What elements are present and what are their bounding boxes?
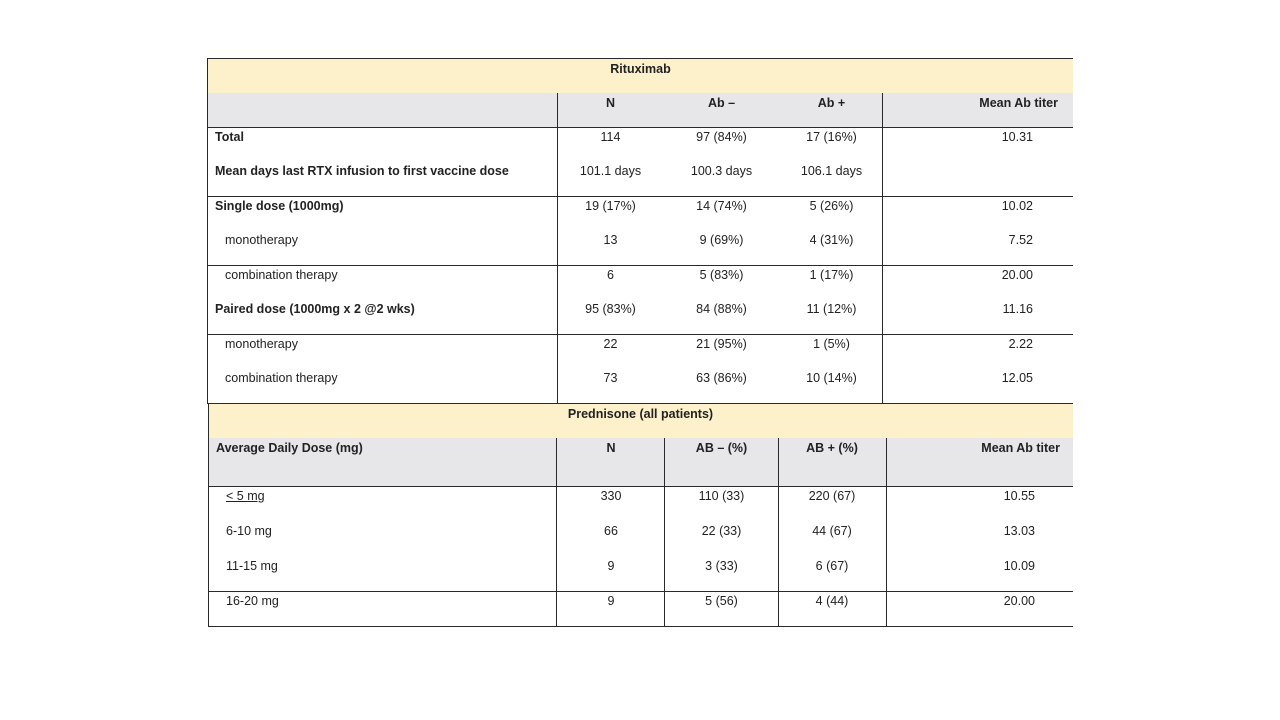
table-row (208, 267, 1073, 301)
cell-ab-neg: 9 (69%) (699, 233, 744, 247)
header-n: N (605, 96, 616, 110)
cell-ab-neg: 5 (83%) (699, 268, 744, 282)
header-n: N (606, 441, 616, 455)
table-row (208, 558, 1073, 593)
table-rule (208, 626, 1073, 627)
cell-n: 22 (603, 337, 618, 351)
cell-titer: 11.16 (1002, 302, 1033, 316)
cell-ab-pos: 10 (14%) (806, 371, 857, 385)
cell-ab-pos: 4 (44) (815, 594, 849, 608)
rituximab-title-band (208, 58, 1073, 93)
row-label: Paired dose (1000mg x 2 @2 wks) (215, 302, 415, 316)
cell-n: 9 (607, 559, 615, 573)
cell-titer: 10.02 (1001, 199, 1033, 213)
table-row (208, 370, 1073, 404)
prednisone-title-band (208, 404, 1073, 438)
cell-ab-pos: 106.1 days (800, 164, 863, 178)
header-mean-titer: Mean Ab titer (981, 441, 1060, 455)
cell-ab-neg: 97 (84%) (696, 130, 747, 144)
cell-titer: 10.31 (1001, 130, 1033, 144)
header-dose: Average Daily Dose (mg) (216, 441, 363, 455)
cell-ab-neg: 100.3 days (690, 164, 753, 178)
cell-n: 330 (600, 489, 622, 503)
cell-n: 19 (17%) (585, 199, 636, 213)
cell-ab-pos: 4 (31%) (809, 233, 854, 247)
table-rule (557, 93, 558, 403)
cell-ab-pos: 6 (67) (815, 559, 849, 573)
cell-ab-pos: 1 (17%) (809, 268, 854, 282)
cell-ab-neg: 84 (88%) (696, 302, 747, 316)
row-label: combination therapy (225, 268, 338, 282)
table-row (208, 301, 1073, 335)
cell-ab-pos: 17 (16%) (806, 130, 857, 144)
rituximab-title: Rituximab (610, 62, 671, 76)
header-mean-titer: Mean Ab titer (979, 96, 1058, 110)
cell-n: 95 (83%) (585, 302, 636, 316)
cell-titer: 10.09 (1003, 559, 1035, 573)
header-ab-neg: AB – (%) (695, 441, 748, 455)
table-row (208, 198, 1073, 232)
table-rule (664, 438, 665, 627)
row-label: combination therapy (225, 371, 338, 385)
table-rule (208, 404, 209, 627)
row-label: 16-20 mg (226, 594, 279, 608)
row-label: 6-10 mg (226, 524, 272, 538)
table-row (208, 523, 1073, 558)
table-rule (207, 58, 208, 404)
table-rule (208, 486, 1073, 487)
table-rule (207, 58, 1073, 59)
cell-n: 6 (607, 268, 614, 282)
cell-titer: 10.55 (1003, 489, 1035, 503)
table-rule (556, 438, 557, 627)
table-row (208, 232, 1073, 266)
cell-titer: 12.05 (1001, 371, 1033, 385)
cell-titer: 20.00 (1003, 594, 1035, 608)
table-row (208, 129, 1073, 163)
cell-ab-neg: 110 (33) (698, 489, 745, 503)
cell-ab-pos: 44 (67) (812, 524, 852, 538)
row-label: < 5 mg (226, 489, 265, 503)
cell-n: 13 (603, 233, 618, 247)
header-ab-pos: Ab + (817, 96, 846, 110)
prednisone-header-row (208, 438, 1073, 486)
table-rule (208, 591, 1073, 592)
row-label: Single dose (1000mg) (215, 199, 344, 213)
row-label: Mean days last RTX infusion to first vaccine dose (215, 164, 509, 178)
cell-n: 73 (603, 371, 618, 385)
cell-ab-neg: 22 (33) (701, 524, 742, 538)
row-label: Total (215, 130, 244, 144)
cell-ab-neg: 63 (86%) (696, 371, 747, 385)
table-rule (886, 438, 887, 627)
table-rule (778, 438, 779, 627)
cell-n: 101.1 days (579, 164, 642, 178)
cell-ab-neg: 21 (95%) (696, 337, 747, 351)
cell-titer: 7.52 (1008, 233, 1033, 247)
row-label: 11-15 mg (226, 559, 278, 573)
header-ab-neg: Ab – (707, 96, 736, 110)
cell-ab-neg: 14 (74%) (696, 199, 747, 213)
cell-ab-pos: 5 (26%) (809, 199, 854, 213)
cell-ab-pos: 11 (12%) (806, 302, 857, 316)
table-row (208, 163, 1073, 197)
cell-ab-neg: 3 (33) (705, 559, 738, 573)
row-label: monotherapy (225, 233, 298, 247)
cell-ab-pos: 1 (5%) (813, 337, 850, 351)
cell-n: 66 (604, 524, 618, 538)
cell-titer: 2.22 (1008, 337, 1033, 351)
cell-n: 9 (607, 594, 615, 608)
table-row (208, 336, 1073, 370)
cell-ab-neg: 5 (56) (705, 594, 738, 608)
cell-titer: 20.00 (1001, 268, 1033, 282)
table-rule (882, 93, 883, 403)
table-rule (207, 334, 1073, 335)
rituximab-header-row (208, 93, 1073, 127)
table-rule (207, 265, 1073, 266)
header-ab-pos: AB + (%) (806, 441, 858, 455)
prednisone-title: Prednisone (all patients) (567, 407, 714, 421)
cell-titer: 13.03 (1003, 524, 1035, 538)
table-rule (207, 196, 1073, 197)
cell-ab-pos: 220 (67) (808, 489, 856, 503)
table-row (208, 593, 1073, 628)
table-rule (207, 127, 1073, 128)
cell-n: 114 (600, 130, 621, 144)
table-row (208, 488, 1073, 523)
row-label: monotherapy (225, 337, 298, 351)
